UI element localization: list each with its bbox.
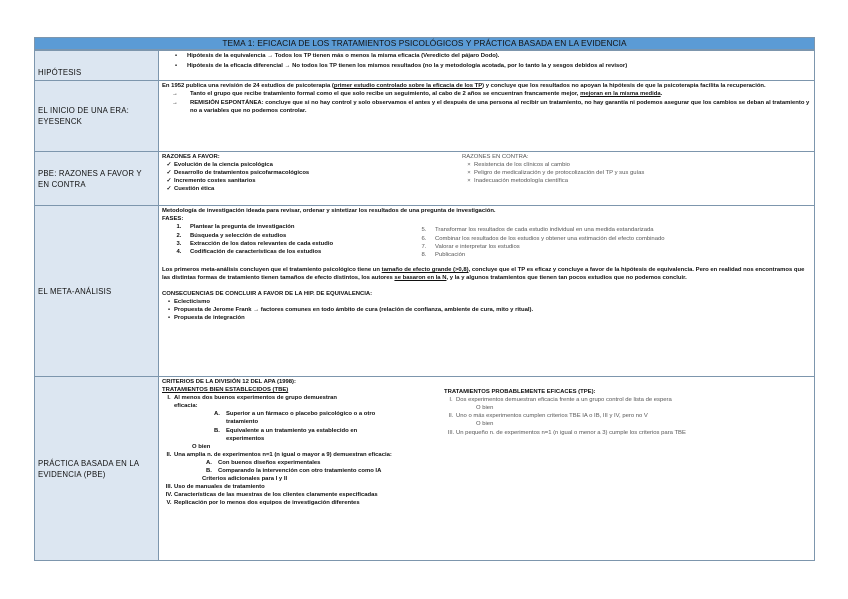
cross-icon: × bbox=[467, 162, 471, 168]
bullet-icon: • bbox=[167, 298, 171, 305]
label-meta-analisis: EL META-ANÁLISIS bbox=[38, 286, 112, 296]
razones-favor: RAZONES A FAVOR: ✓ Evolución de la ciencia psicológica ✓ Desarrollo de tratamientos psicofarmacológicos ✓ Incremento costes sanitarios ✓ Cuestión ética bbox=[162, 153, 462, 204]
tbe-subitem: B. Comparando la intervención con otro tratamiento como IA bbox=[206, 468, 382, 475]
tbe-item: III. Uso de manuales de tratamiento bbox=[165, 484, 265, 491]
fases-list bbox=[162, 223, 810, 259]
eysenck-intro: En 1952 publica una revisión de 24 estudios de psicoterapia (primer estudio controlado sobre la eficacia de los TP) y concluye que los resultados no apoyan la hipótesis de que la psicoterapia facilita la recuperación. bbox=[162, 83, 766, 89]
consecuencia-item: • Eclecticismo bbox=[162, 298, 810, 306]
fase-item: 7. Valorar e interpretar los estudios bbox=[421, 243, 520, 250]
tbe-item: II. Una amplia n. de experimentos n=1 (n igual o mayor a 9) demuestran eficacia: bbox=[166, 451, 392, 458]
row-content bbox=[159, 51, 814, 80]
row-label bbox=[35, 51, 159, 80]
row-content: CRITERIOS DE LA DIVISIÓN 12 DEL APA (1998): TRATAMIENTOS BIEN ESTABLECIDOS (TBE) I. Al menos dos buenos experimentos de grupo demuestran eficacia: A. Superior a un fármaco o placebo psicológico o a otro tratamiento B. Equivalente a un tratamiento ya establecido en experimentos O bien II. Una amplia n. de experimentos n=1 (n igual o mayor a 9) demuestran eficacia: A. Con buenos diseños experimentales B. Comparando la intervención con otro tratamiento como IA Criterios adicionales para I y II III. Uso de manuales de tratamiento IV. Características de las muestras de los clientes claramente especificadas V. Replicación por lo menos dos equipos de investigación diferentes TRATAMIENTOS PROBABLEMENTE EFICACES (TPE): I. Dos experimentos demuestran eficacia frente a un grupo control de lista de espera O bien II. Uno o más experimentos cumplen criterios TBE IA o IB, III y IV, pero no V O bien III. Un pequeño n. de experimentos n=1 (n igual o menor a 3) cumple los criterios para TBE bbox=[159, 377, 814, 560]
criterios-columns bbox=[162, 386, 810, 507]
row-pbe bbox=[35, 376, 814, 560]
check-icon: ✓ bbox=[166, 186, 172, 192]
fase-item: 5. Transformar los resultados de cada estudio individual en una medida estandarizada bbox=[421, 227, 654, 234]
fase-item: 8. Publicación bbox=[421, 252, 466, 259]
favor-item: ✓ Desarrollo de tratamientos psicofarmacológicos bbox=[162, 169, 462, 177]
fase-item: 3. Extracción de los datos relevantes de cada estudio bbox=[176, 240, 334, 247]
tpe-item: III. Un pequeño n. de experimentos n=1 (n igual o menor a 3) cumple los criterios para TBE bbox=[447, 429, 686, 436]
contra-item: × Peligro de medicalización y de protocolización del TP y sus guías bbox=[462, 169, 810, 177]
row-label bbox=[35, 81, 159, 151]
row-label bbox=[35, 377, 159, 560]
row-hipotesis bbox=[35, 50, 814, 80]
bullet-icon: • bbox=[174, 53, 178, 59]
eysenck-point: → Tanto el grupo que recibe tratamiento formal como el que solo recibe un seguimiento, al cabo de 2 años se encuentran francamente mejor, mejoran en la misma medida. bbox=[168, 90, 810, 98]
row-label bbox=[35, 152, 159, 205]
tbe-subitem: A. Superior a un fármaco o placebo psicológico o a otro tratamiento bbox=[214, 411, 376, 426]
consecuencia-item: • Propuesta de Jerome Frank → factores comunes en todo ámbito de cura (relación de confianza, ambiente de cura, mito y ritual). bbox=[162, 306, 810, 314]
contra-item: × Resistencia de los clínicos al cambio bbox=[462, 161, 810, 169]
table-title: TEMA 1: EFICACIA DE LOS TRATAMIENTOS PSICOLÓGICOS Y PRÁCTICA BASADA EN LA EVIDENCIA bbox=[35, 38, 814, 50]
label-eysenck: EL INICIO DE UNA ERA: EYESENCK bbox=[38, 106, 129, 126]
fase-item: 1. Plantear la pregunta de investigación bbox=[176, 224, 295, 231]
contra-item: × Inadecuación metodología científica bbox=[462, 177, 810, 185]
check-icon: ✓ bbox=[166, 162, 172, 168]
row-content bbox=[159, 81, 814, 151]
check-icon: ✓ bbox=[166, 178, 172, 184]
document-table bbox=[34, 37, 815, 561]
meta-conclusion: Los primeros meta-análisis concluyen que el tratamiento psicológico tiene un tamaño de efecto grande (>0,8), concluye que el TP es eficaz y concluye a favor de la hipótesis de equivalencia. Pero en realidad nos encontramos que las distintas formas de tratamiento tienen tamaños de efecto distintos, los autores se basaron en la N, y la y algunos tratamientos que tienen tan pocos estudios que no podemos concluir. bbox=[162, 267, 805, 282]
check-icon: ✓ bbox=[166, 170, 172, 176]
row-content: Metodología de investigación ideada para revisar, ordenar y sintetizar los resultados de una pregunta de investigación. FASES: 1. Plantear la pregunta de investigación 2. Búsqueda y selección de estudios 3. Extracción de los datos relevantes de cada estudio 4. Codificación de características de los estudios 5. Transformar los resultados de cada estudio individual en una medida estandarizada 6. Combinar los resultados de los estudios y obtener una estimación del efecto combinado 7. Valorar e interpretar los estudios 8. Publicación Los primeros meta-análisis concluyen que el tratamiento psicológico tiene un tamaño de efecto grande (>0,8), concluye que el TP es eficaz y concluye a favor de la hipótesis de equivalencia. Pero en realidad nos encontramos que las distintas formas de tratamiento tienen tamaños de efecto distintos, los autores se basaron en la N, y la y algunos tratamientos que tienen tan pocos estudios que no podemos concluir. CONSECUENCIAS DE CONCLUIR A FAVOR DE LA HIP. DE EQUIVALENCIA: • Eclecticismo • Propuesta de Jerome Frank → factores comunes en todo ámbito de cura (relación de confianza, ambiente de cura, mito y ritual). • Propuesta de integración bbox=[159, 206, 814, 376]
bullet-icon: • bbox=[167, 307, 171, 314]
razones-contra: RAZONES EN CONTRA: × Resistencia de los clínicos al cambio × Peligro de medicalización y de protocolización del TP y sus guías × Inadecuación metodología científica bbox=[462, 153, 810, 204]
row-pbe-razones bbox=[35, 151, 814, 205]
fase-item: 2. Búsqueda y selección de estudios bbox=[176, 232, 287, 239]
tbe-subitem: A. Con buenos diseños experimentales bbox=[206, 459, 321, 466]
label-pbe: PRÁCTICA BASADA EN LA EVIDENCIA (PBE) bbox=[38, 458, 139, 479]
tpe-item: II. Uno o más experimentos cumplen criterios TBE IA o IB, III y IV, pero no V bbox=[448, 413, 648, 420]
favor-item: ✓ Evolución de la ciencia psicológica bbox=[162, 161, 462, 169]
bullet-icon: • bbox=[174, 63, 178, 70]
fase-item: 4. Codificación de características de los estudios bbox=[176, 249, 322, 256]
tpe-list: I. Dos experimentos demuestran eficacia frente a un grupo control de lista de espera O bien II. Uno o más experimentos cumplen criterios TBE IA o IB, III y IV, pero no V O bien III. Un pequeño n. de experimentos n=1 (n igual o menor a 3) cumple los criterios para TBE bbox=[444, 396, 810, 436]
arrow-right-icon: → bbox=[172, 91, 178, 98]
fases-right bbox=[417, 223, 810, 259]
fases-left bbox=[162, 223, 417, 259]
row-content bbox=[159, 152, 814, 205]
row-eysenck bbox=[35, 80, 814, 151]
tpe-item: I. Dos experimentos demuestran eficacia frente a un grupo control de lista de espera bbox=[449, 397, 672, 404]
tbe-column: TRATAMIENTOS BIEN ESTABLECIDOS (TBE) I. Al menos dos buenos experimentos de grupo demuestran eficacia: A. Superior a un fármaco o placebo psicológico o a otro tratamiento B. Equivalente a un tratamiento ya establecido en experimentos O bien II. Una amplia n. de experimentos n=1 (n igual o mayor a 9) demuestran eficacia: A. Con buenos diseños experimentales B. Comparando la intervención con otro tratamiento como IA Criterios adicionales para I y II III. Uso de manuales de tratamiento IV. Características de las muestras de los clientes claramente especificadas V. Replicación por lo menos dos equipos de investigación diferentes bbox=[162, 386, 444, 507]
cross-icon: × bbox=[467, 170, 471, 176]
favor-item: ✓ Cuestión ética bbox=[162, 185, 462, 193]
cross-icon: × bbox=[467, 178, 471, 184]
favor-item: ✓ Incremento costes sanitarios bbox=[162, 177, 462, 185]
hipotesis-item: • Hipótesis de la equivalencia → Todos los TP tienen más o menos la misma eficacia (Veredicto del pájaro Dodo). bbox=[169, 52, 810, 60]
arrow-right-icon: → bbox=[172, 99, 178, 106]
row-label bbox=[35, 206, 159, 376]
tbe-item: V. Replicación por lo menos dos equipos de investigación diferentes bbox=[166, 500, 360, 507]
tbe-subitem: B. Equivalente a un tratamiento ya establecido en experimentos bbox=[214, 427, 358, 442]
label-pbe-razones: PBE: RAZONES A FAVOR Y EN CONTRA bbox=[38, 168, 142, 189]
consecuencia-item: • Propuesta de integración bbox=[162, 314, 810, 322]
row-meta-analisis bbox=[35, 205, 814, 376]
bullet-icon: • bbox=[167, 315, 171, 322]
label-hipotesis: HIPÓTESIS bbox=[38, 68, 82, 77]
eysenck-point: → REMISIÓN ESPONTÁNEA: concluye que si no hay control y solo observamos el antes y el después de una persona al recibir un tratamiento, no hay garantía ni podemos asegurar que los cambios se deban al tratamiento y no a variables que no podemos controlar. bbox=[168, 99, 810, 116]
tbe-item: I. Al menos dos buenos experimentos de grupo demuestran eficacia: bbox=[167, 395, 338, 410]
tbe-item: IV. Características de las muestras de los clientes claramente especificadas bbox=[165, 492, 378, 499]
tpe-column: TRATAMIENTOS PROBABLEMENTE EFICACES (TPE): I. Dos experimentos demuestran eficacia frente a un grupo control de lista de espera O bien II. Uno o más experimentos cumplen criterios TBE IA o IB, III y IV, pero no V O bien III. Un pequeño n. de experimentos n=1 (n igual o menor a 3) cumple los criterios para TBE bbox=[444, 386, 810, 507]
hipotesis-item: • Hipótesis de la eficacia diferencial → No todos los TP tienen los mismos resultados (no la y metodología acotada, por lo tanto la y sesgos debidos al revisor) bbox=[169, 62, 810, 70]
fase-item: 6. Combinar los resultados de los estudios y obtener una estimación del efecto combinado bbox=[421, 235, 665, 242]
